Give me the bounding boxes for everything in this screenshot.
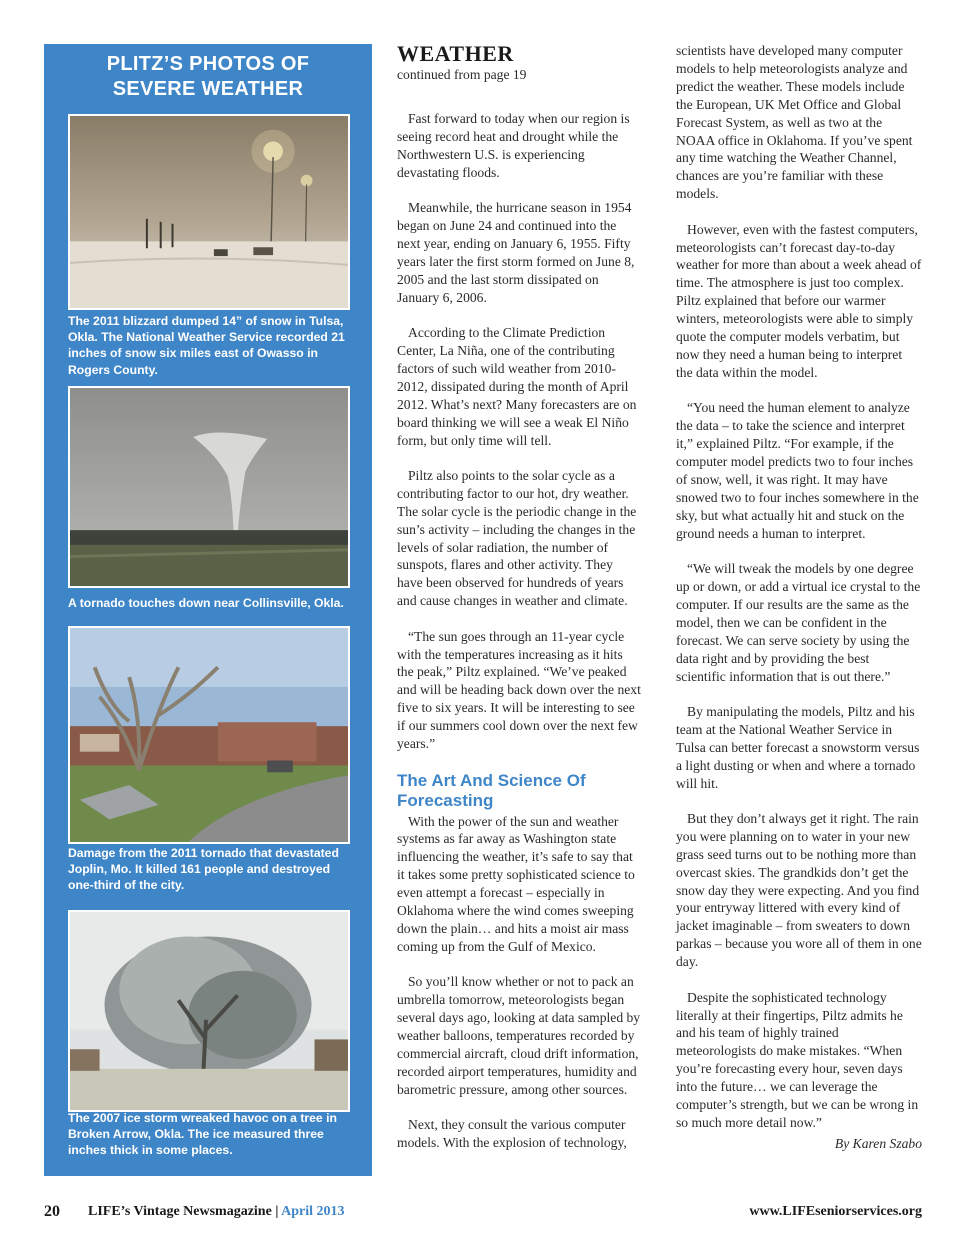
- paragraph: By manipulating the models, Piltz and his team at the National Weather Service in Tulsa can better forecast a snowstorm versus a light dusting or when and where a tornado will hit.: [676, 703, 920, 791]
- paragraph: “You need the human element to analyze the data – to take the science and interpret it,” explained Piltz. “For example, if the computer model predicts two to four inches of snow, well, it was right. It may have snowed two to four inches somewhere in the sky, but what actually hit and stuck on the ground needs a human to interpret.: [676, 400, 919, 541]
- byline: By Karen Szabo: [834, 1136, 922, 1152]
- paragraph: scientists have developed many computer models to help meteorologists analyze and predict the weather. These models include the European, UK Met Office and Global Forecast System, as well as two at the NOAA office in Oklahoma. If you’ve spent any time watching the Weather Channel, chances are you’re familiar with these models.: [676, 43, 913, 202]
- tornado-damage-caption: Damage from the 2011 tornado that devastated Joplin, Mo. It killed 161 people and destroyed one-third of the city.: [68, 846, 339, 893]
- paragraph: “We will tweak the models by one degree up or down, or add a virtual ice crystal to the computer. If our results are the same as the model, then we can be confident in the forecast. We can serve society by using the data right and by providing the best scientific information that is out there.”: [676, 561, 921, 684]
- blizzard-caption: The 2011 blizzard dumped 14” of snow in Tulsa, Okla. The National Weather Service recorded 21 inches of snow six miles east of Owasso in Rogers County.: [68, 314, 345, 377]
- paragraph: According to the Climate Prediction Center, La Niña, one of the contributing factors of such wild weather from 2010-2012, dissipated during the month of April 2012. What’s next? Many forecasters are on board thinking we will see a weak El Niño form, but only time will tell.: [397, 325, 637, 448]
- paragraph: But they don’t always get it right. The rain you were planning on to water in your new grass seed turns out to be nothing more than overcast skies. The grandkids don’t get the snow day they were expecting. And you find your entryway littered with every kind of jacket imaginable – from sweaters to down parkas – because you wore all of them in one day.: [676, 810, 922, 970]
- publication-name: LIFE’s Vintage Newsmagazine: [88, 1204, 272, 1219]
- tornado-photo: [68, 386, 350, 588]
- paragraph: Despite the sophisticated technology literally at their fingertips, Piltz admits he and his team of highly trained meteorologists do make mistakes. “When you’re forecasting every hour, seven days into the future… we can leverage the computer’s strength, but we can be wrong in so much more detail now.”: [676, 989, 919, 1130]
- sidebar-title: [44, 52, 372, 102]
- article-column-right: [676, 42, 922, 1153]
- paragraph: With the power of the sun and weather systems as far away as Washington state influencing the weather, it’s safe to say that it takes some pretty sophisticated science to even attempt a forecast – especially in Oklahoma where the wind comes sweeping down the plain… and hits a moist air mass coming up from the Gulf of Mexico.: [397, 813, 635, 954]
- tornado-caption: A tornado touches down near Collinsville, Okla.: [68, 596, 344, 610]
- tornado-damage-photo: [68, 626, 350, 844]
- section-subhead: The Art And Science Of Forecasting: [397, 770, 586, 810]
- sidebar-title-line-2: SEVERE WEATHER: [112, 78, 304, 100]
- continued-note: continued from page 19: [397, 67, 527, 82]
- publication-info: [88, 1204, 345, 1220]
- article-title: WEATHER: [397, 41, 514, 66]
- blizzard-photo: [68, 114, 350, 310]
- paragraph: However, even with the fastest computers, meteorologists can’t forecast day-to-day weather for more than about a week ahead of time. The atmosphere is just too complex. Piltz explained that before our warmer winters, meteorologists were able to simply quote the computer models verbatim, but now they need a human being to interpret the data within the model.: [676, 221, 922, 380]
- footer-separator: |: [275, 1204, 279, 1219]
- paragraph: Meanwhile, the hurricane season in 1954 began on June 24 and continued into the next year, ending on January 6, 1955. Fifty years later the first storm formed on June 8, 2005 and the last storm dissipated on January 6, 2006.: [397, 200, 635, 305]
- paragraph: Next, they consult the various computer models. With the explosion of technology,: [397, 1117, 627, 1150]
- issue-date: April 2013: [281, 1204, 345, 1219]
- website-link[interactable]: www.LIFEseniorservices.org: [749, 1204, 922, 1219]
- paragraph: So you’ll know whether or not to pack an umbrella tomorrow, meteorologists began several days ago, looking at data sampled by weather balloons, temperatures recorded by commercial aircraft, cloud drift information, recorded airport temperatures, humidity and barometric pressure, among other sources.: [397, 974, 641, 1097]
- paragraph: Fast forward to today when our region is seeing record heat and drought while the Northwestern U.S. is experiencing devastating floods.: [397, 111, 630, 180]
- ice-storm-photo: [68, 910, 350, 1112]
- article-column-middle: [397, 42, 641, 1169]
- page-number: 20: [44, 1203, 60, 1220]
- paragraph: “The sun goes through an 11-year cycle with the temperatures increasing as it hits the peak,” Piltz explained. “We’ve peaked and will be heading back down over the next five to six years. It will be interesting to see if our summers cool down over the next few years.”: [397, 628, 641, 752]
- paragraph: Piltz also points to the solar cycle as a contributing factor to our hot, dry weather. The solar cycle is the periodic change in the sun’s activity – including the changes in the levels of solar radiation, the number of sunspots, flares and other activity. They have been observed for hundreds of years and cause changes in weather and climate.: [397, 467, 637, 609]
- sidebar-title-line-1: PLITZ’S PHOTOS OF: [106, 53, 310, 75]
- ice-storm-caption: The 2007 ice storm wreaked havoc on a tree in Broken Arrow, Okla. The ice measured three inches thick in some places.: [68, 1111, 337, 1158]
- photo-sidebar: [44, 44, 372, 1176]
